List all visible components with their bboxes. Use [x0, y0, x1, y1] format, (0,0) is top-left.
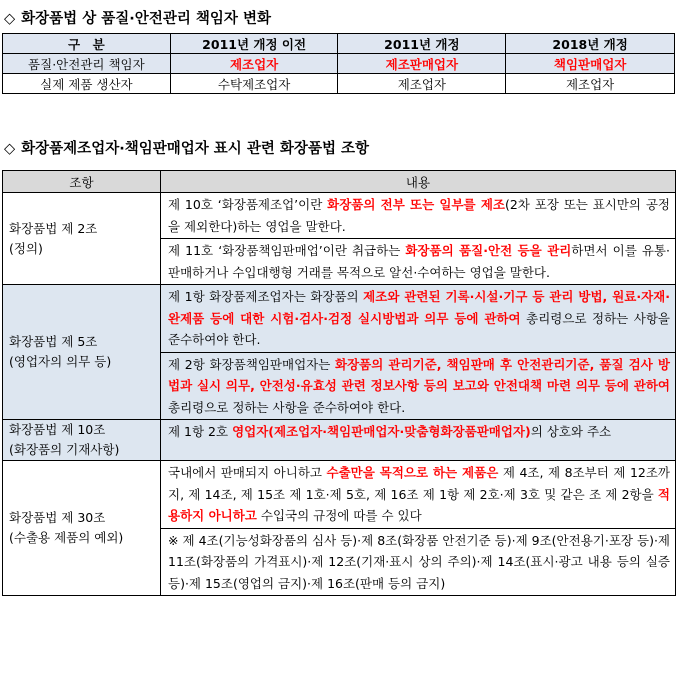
header-category: 구 분 [3, 34, 171, 54]
header-before-2011: 2011년 개정 이전 [170, 34, 338, 54]
article-content: 제 11호 ‘화장품책임판매업’이란 취급하는 화장품의 품질·안전 등을 관리하면서 이를 유통·판매하거나 수입대행형 거래를 목적으로 알선·수여하는 영업을 말한다. [161, 239, 676, 285]
header-2018: 2018년 개정 [506, 34, 675, 54]
cell-value: 제조업자 [506, 74, 675, 94]
article-label: 화장품법 제 2조 (정의) [3, 193, 161, 285]
cell-value: 제조판매업자 [338, 54, 506, 74]
table-row [3, 420, 676, 461]
table-row [3, 54, 675, 74]
table-row [3, 193, 676, 239]
cosmetics-act-articles-table [2, 170, 676, 596]
diamond-bullet-icon: ◇ [4, 11, 16, 27]
header-article: 조항 [3, 171, 161, 193]
table-row [3, 285, 676, 353]
article-content: 국내에서 판매되지 아니하고 수출만을 목적으로 하는 제품은 제 4조, 제 8조부터 제 12조까지, 제 14조, 제 15조 제 1호·제 5호, 제 16조 제 1항 제 2호·제 3호 및 같은 조 제 2항을 적용하지 아니하고 수입국의 규정에 따를 수 있다 [161, 461, 676, 529]
row-label: 실제 제품 생산자 [3, 74, 171, 94]
section2-title: 화장품제조업자·책임판매업자 표시 관련 화장품법 조항 [21, 141, 370, 157]
diamond-bullet-icon: ◇ [4, 141, 16, 157]
article-content: 제 1항 화장품제조업자는 화장품의 제조와 관련된 기록·시설·기구 등 관리 방법, 원료·자재·완제품 등에 대한 시험·검사·검정 실시방법과 의무 등에 관하여 총리령으로 정하는 사항을 준수하여야 한다. [161, 285, 676, 353]
article-label: 화장품법 제 5조 (영업자의 의무 등) [3, 285, 161, 420]
section1-heading [4, 7, 271, 28]
table-row [3, 74, 675, 94]
cell-value: 책임판매업자 [506, 54, 675, 74]
article-label: 화장품법 제 30조 (수출용 제품의 예외) [3, 461, 161, 596]
article-content: 제 2항 화장품책임판매업자는 화장품의 관리기준, 책임판매 후 안전관리기준, 품질 검사 방법과 실시 의무, 안전성·유효성 관련 정보사항 등의 보고와 안전대책 마련 의무 등에 관하여 총리령으로 정하는 사항을 준수하여야 한다. [161, 352, 676, 420]
header-content: 내용 [161, 171, 676, 193]
section1-title: 화장품법 상 품질·안전관리 책임자 변화 [21, 11, 271, 27]
header-2011: 2011년 개정 [338, 34, 506, 54]
cell-value: 제조업자 [170, 54, 338, 74]
article-note: ※ 제 4조(기능성화장품의 심사 등)·제 8조(화장품 안전기준 등)·제 9조(안전용기·포장 등)·제 11조(화장품의 가격표시)·제 12조(기재·표시 상의 주의)·제 14조(표시·광고 내용 등의 실증 등)·제 15조(영업의 금지)·제 16조(판매 등의 금지) [161, 528, 676, 596]
table-header-row [3, 171, 676, 193]
cell-value: 수탁제조업자 [170, 74, 338, 94]
article-content: 제 10호 ‘화장품제조업’이란 화장품의 전부 또는 일부를 제조(2차 포장 또는 표시만의 공정을 제외한다)하는 영업을 말한다. [161, 193, 676, 239]
article-content: 제 1항 2호 영업자(제조업자·책임판매업자·맞춤형화장품판매업자)의 상호와 주소 [161, 420, 676, 461]
cell-value: 제조업자 [338, 74, 506, 94]
table-header-row [3, 34, 675, 54]
responsibility-change-table [2, 33, 675, 94]
section2-heading [4, 137, 369, 158]
row-label: 품질·안전관리 책임자 [3, 54, 171, 74]
table-row [3, 461, 676, 529]
article-label: 화장품법 제 10조 (화장품의 기재사항) [3, 420, 161, 461]
